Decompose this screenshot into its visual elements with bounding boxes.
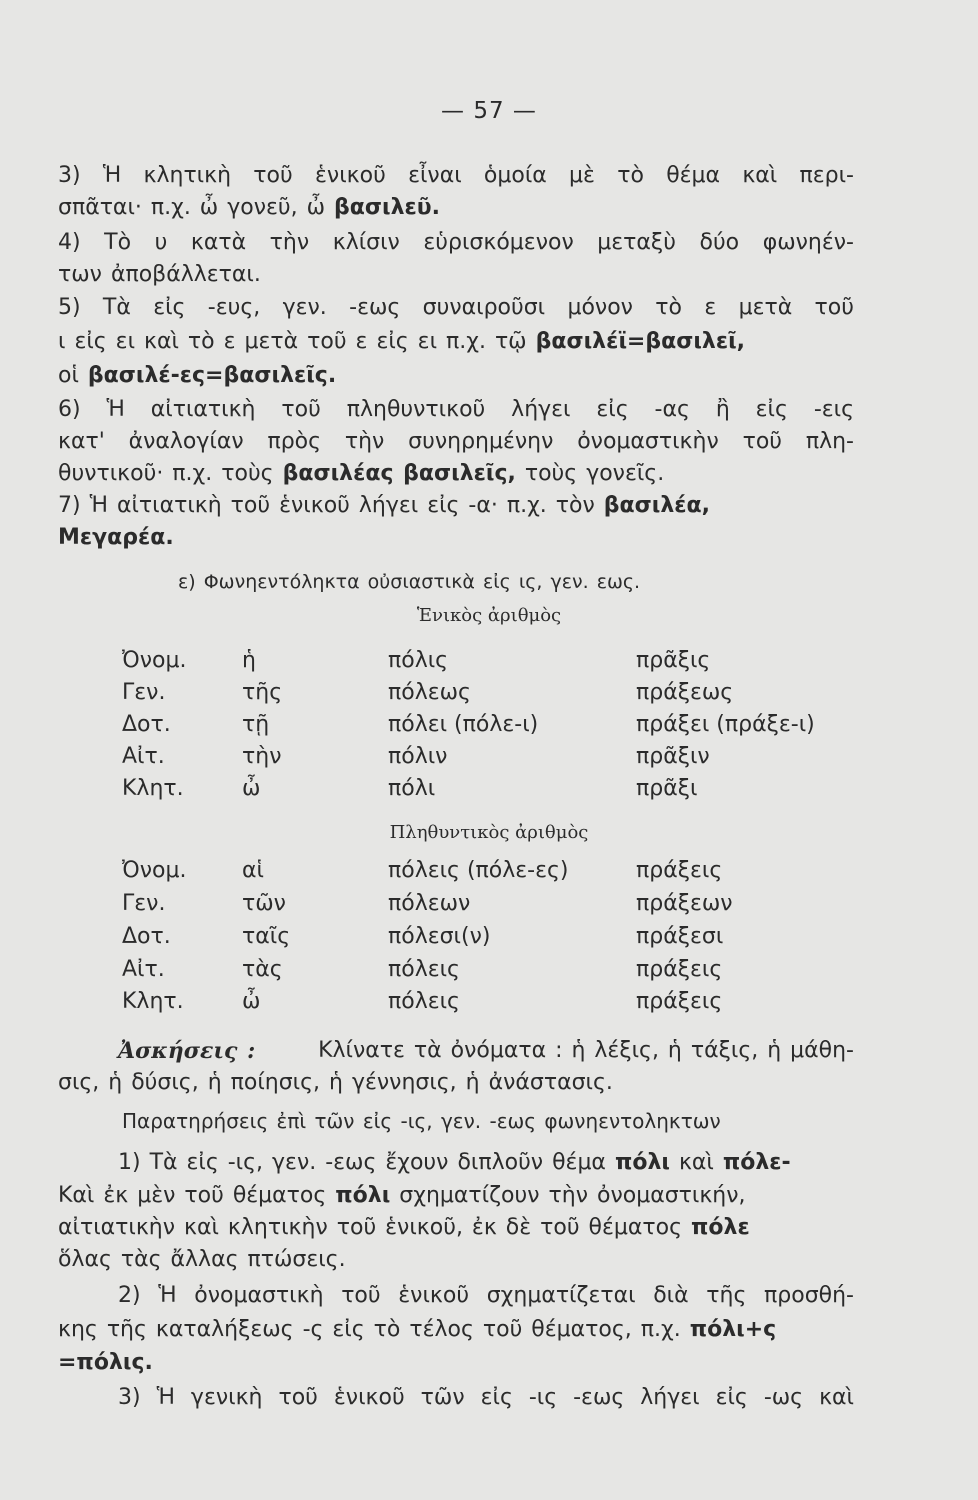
rule5-line2 — [58, 326, 854, 358]
exercises-label: Ἀσκήσεις : — [118, 1038, 256, 1064]
plural-case-1: Γεν. — [122, 891, 166, 916]
rule7-line2: Μεγαρέα. — [58, 525, 174, 550]
plural-polis-0: πόλεις (πόλε-ες) — [388, 858, 569, 883]
rule5-line1: 5) Τὰ εἰς -ευς, γεν. -εως συναιροῦσι μόνον τὸ ε μετὰ τοῦ — [58, 295, 854, 320]
remark2-line2 — [58, 1314, 854, 1346]
plural-heading: Πληθυντικὸς ἀριθμὸς — [389, 822, 589, 843]
plural-article-1: τῶν — [242, 891, 286, 916]
remark1-line1 — [118, 1147, 854, 1179]
plural-case-3: Αἰτ. — [122, 957, 165, 982]
singular-case-1: Γεν. — [122, 680, 166, 705]
rule5-line3 — [58, 360, 854, 392]
plural-praxis-2: πράξεσι — [636, 924, 724, 949]
rule7-line1 — [58, 490, 854, 522]
rule3-text: σπᾶται· π.χ. ὦ γονεῦ, ὦ — [58, 195, 335, 220]
rule4-line2: των ἀποβάλλεται. — [58, 262, 261, 287]
rule6-line3 — [58, 458, 854, 490]
singular-polis-4: πόλι — [388, 776, 436, 801]
singular-article-2: τῇ — [242, 712, 270, 737]
rule5-example1: βασιλέϊ=βασιλεῖ, — [535, 329, 746, 354]
remark1-l3-text: αἰτιατικὴν καὶ κλητικὴν τοῦ ἑνικοῦ, ἐκ δὲ τοῦ θέματος — [58, 1215, 692, 1240]
plural-polis-1: πόλεων — [388, 891, 471, 916]
singular-praxis-0: πρᾶξις — [636, 648, 711, 673]
singular-case-0: Ὀνομ. — [122, 648, 187, 673]
plural-article-4: ὦ — [242, 989, 261, 1014]
remark1-and: καὶ — [669, 1150, 723, 1175]
remark1-l3-stem: πόλε — [691, 1215, 750, 1240]
rule3-line1: 3) Ἡ κλητικὴ τοῦ ἑνικοῦ εἶναι ὁμοία μὲ τὸ θέμα καὶ περι- — [58, 163, 854, 188]
plural-praxis-4: πράξεις — [636, 989, 723, 1014]
singular-polis-2: πόλει (πόλε-ι) — [388, 712, 539, 737]
rule5-text: ι εἰς ει καὶ τὸ ε μετὰ τοῦ ε εἰς ει π.χ. τῷ — [58, 329, 536, 354]
rule6-tail: τοὺς γονεῖς. — [515, 461, 665, 486]
exercises-text: Κλίνατε τὰ ὀνόματα : ἡ λέξις, ἡ τάξις, ἡ μάθη- — [318, 1038, 854, 1063]
remark1-line4: ὅλας τὰς ἄλλας πτώσεις. — [58, 1247, 346, 1272]
remark2-text: κης τῆς καταλήξεως -ς εἰς τὸ τέλος τοῦ θέματος, π.χ. — [58, 1317, 690, 1342]
plural-praxis-1: πράξεων — [636, 891, 733, 916]
rule6-line2: κατ' ἀναλογίαν πρὸς τὴν συνηρημένην ὀνομαστικὴν τοῦ πλη- — [58, 429, 854, 454]
remarks-title: Παρατηρήσεις ἐπὶ τῶν εἰς -ις, γεν. -εως φωνηεντοληκτων — [122, 1109, 721, 1133]
rule3-line2 — [58, 192, 854, 224]
page-number: — 57 — — [441, 98, 537, 124]
singular-article-1: τῆς — [242, 680, 283, 705]
plural-polis-3: πόλεις — [388, 957, 460, 982]
rule6-example: βασιλέας βασιλεῖς, — [282, 461, 516, 486]
plural-praxis-0: πράξεις — [636, 858, 723, 883]
singular-polis-3: πόλιν — [388, 744, 448, 769]
remark1-text: 1) Τὰ εἰς -ις, γεν. -εως ἔχουν διπλοῦν θέμα — [118, 1150, 615, 1175]
rule5-article: οἱ — [58, 363, 88, 388]
plural-polis-2: πόλεσι(ν) — [388, 924, 491, 949]
plural-article-2: ταῖς — [242, 924, 291, 949]
singular-polis-1: πόλεως — [388, 680, 471, 705]
remark2-example: πόλι+ς — [689, 1317, 777, 1342]
plural-article-0: αἱ — [242, 858, 264, 883]
rule5-example2: βασιλέ-ες=βασιλεῖς. — [87, 363, 337, 388]
remark3-line1: 3) Ἡ γενικὴ τοῦ ἑνικοῦ τῶν εἰς -ις -εως λήγει εἰς -ως καὶ — [118, 1385, 854, 1410]
remark1-l2-tail: σχηματίζουν τὴν ὀνομαστικήν, — [390, 1183, 746, 1208]
rule6-line1: 6) Ἡ αἰτιατικὴ τοῦ πληθυντικοῦ λήγει εἰς -ας ἢ εἰς -εις — [58, 397, 854, 422]
remark2-line3: =πόλις. — [58, 1350, 153, 1375]
section-title: ε) Φωνηεντόληκτα οὐσιαστικὰ εἰς ις, γεν. εως. — [178, 571, 641, 593]
rule4-line1: 4) Τὸ υ κατὰ τὴν κλίσιν εὑρισκόμενον μεταξὺ δύο φωνηέν- — [58, 230, 854, 255]
plural-polis-4: πόλεις — [388, 989, 460, 1014]
remark1-stem2: πόλε- — [722, 1150, 791, 1175]
rule6-text: θυντικοῦ· π.χ. τοὺς — [58, 461, 283, 486]
singular-case-2: Δοτ. — [122, 712, 171, 737]
plural-case-2: Δοτ. — [122, 924, 171, 949]
exercises-line1 — [118, 1035, 854, 1067]
plural-case-4: Κλητ. — [122, 989, 184, 1014]
singular-article-0: ἡ — [242, 648, 256, 673]
rule3-example: βασιλεῦ. — [334, 195, 440, 220]
plural-praxis-3: πράξεις — [636, 957, 723, 982]
singular-heading: Ἑνικὸς ἀριθμὸς — [416, 605, 562, 626]
remark1-line2 — [58, 1180, 854, 1212]
plural-case-0: Ὀνομ. — [122, 858, 187, 883]
rule7-example: βασιλέα, — [603, 493, 710, 518]
remark1-l2-text: Καὶ ἐκ μὲν τοῦ θέματος — [58, 1183, 336, 1208]
remark2-line1: 2) Ἡ ὀνομαστικὴ τοῦ ἑνικοῦ σχηματίζεται διὰ τῆς προσθή- — [118, 1283, 854, 1308]
singular-polis-0: πόλις — [388, 648, 449, 673]
singular-praxis-4: πρᾶξι — [636, 776, 698, 801]
singular-praxis-2: πράξει (πράξε-ι) — [636, 712, 815, 737]
singular-article-3: τὴν — [242, 744, 282, 769]
singular-case-3: Αἰτ. — [122, 744, 165, 769]
remark1-stem1: πόλι — [614, 1150, 670, 1175]
singular-case-4: Κλητ. — [122, 776, 184, 801]
rule7-text: 7) Ἡ αἰτιατικὴ τοῦ ἑνικοῦ λήγει εἰς -α· π.χ. τὸν — [58, 493, 604, 518]
singular-praxis-1: πράξεως — [636, 680, 734, 705]
exercises-line2: σις, ἡ δύσις, ἡ ποίησις, ἡ γέννησις, ἡ ἀνάστασις. — [58, 1070, 613, 1095]
plural-article-3: τὰς — [242, 957, 283, 982]
remark1-l2-stem: πόλι — [335, 1183, 391, 1208]
singular-article-4: ὦ — [242, 776, 261, 801]
singular-praxis-3: πρᾶξιν — [636, 744, 710, 769]
remark1-line3 — [58, 1212, 854, 1244]
